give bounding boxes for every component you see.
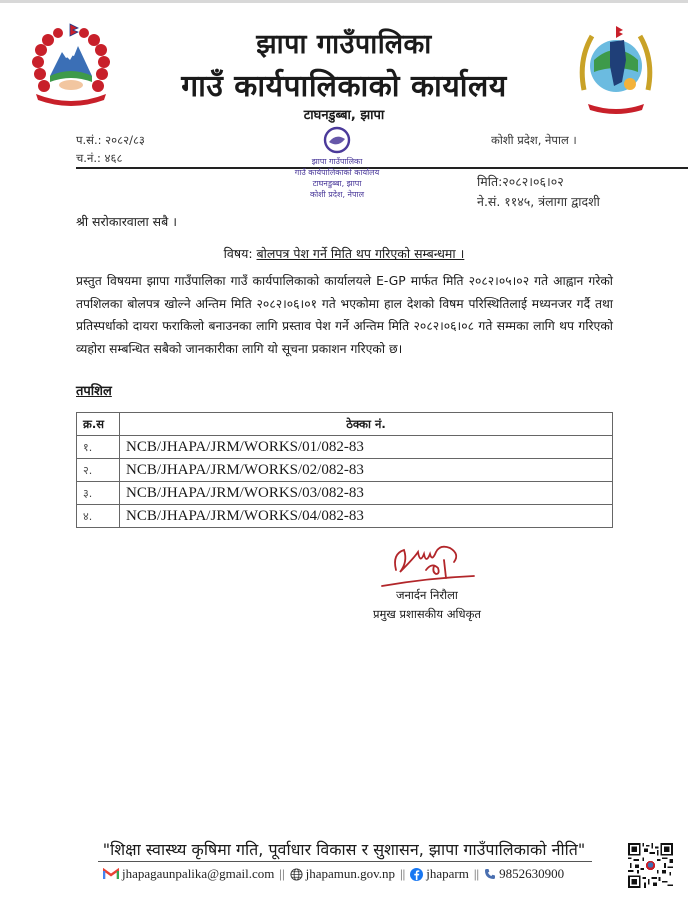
contact-bar [103, 866, 564, 882]
signatory-title: प्रमुख प्रशासकीय अधिकृत [373, 607, 481, 621]
row-serial: ३. [77, 482, 120, 505]
phone-number[interactable]: 9852630900 [499, 866, 565, 881]
stamp-text [262, 156, 412, 200]
stamp-line-3: टाघनडुब्बा, झापा [312, 179, 362, 188]
row-contract-code: NCB/JHAPA/JRM/WORKS/03/082-83 [120, 482, 613, 505]
province-text: कोशी प्रदेश, नेपाल । [491, 133, 577, 147]
column-header-contract-no: ठेक्का नं. [120, 413, 613, 436]
recipient: श्री सरोकारवाला सबै । [76, 214, 177, 229]
facebook-icon [410, 868, 423, 881]
notice-body: प्रस्तुत विषयमा झापा गाउँपालिका गाउँ कार्यपालिकाको कार्यालयले E-GP मार्फत मिति २०८२।०५।०२ गते आह्वान गरेको तपशिलका बोलपत्र खोल्ने अन्तिम मिति २०८२।०६।०१ गते भएकोमा हाल देशको विषम परिस्थितिलाई मध्यनजर गर्दै तथा प्रतिस्पर्धाको दायरा फराकिलो बनाउनका लागि प्रस्ताव पेश गर्ने अन्तिम मिति २०८२।०६।०८ गते सम्मका लागि थप गरिएको व्यहोरा सम्बन्धित सबैको जानकारीका लागि यो सूचना प्रकाशन गरिएको छ। [76, 274, 613, 356]
office-stamp [262, 126, 412, 216]
separator: || [279, 866, 285, 881]
table-row [77, 505, 613, 528]
dispatch-number: च.नं.: ४६८ [76, 151, 123, 165]
stamp-line-2: गाउँ कार्यपालिकाको कार्यालय [294, 168, 380, 177]
row-serial: २. [77, 459, 120, 482]
stamp-line-4: कोशी प्रदेश, नेपाल [309, 190, 365, 199]
phone-icon [484, 868, 496, 880]
subject-label: विषय: [223, 246, 253, 261]
table-row [77, 459, 613, 482]
row-contract-code: NCB/JHAPA/JRM/WORKS/02/082-83 [120, 459, 613, 482]
globe-icon [290, 868, 303, 881]
row-serial: ४. [77, 505, 120, 528]
municipality-name: झापा गाउँपालिका [256, 29, 432, 60]
contract-table [76, 412, 613, 528]
table-row [77, 482, 613, 505]
gmail-icon [103, 868, 119, 880]
table-row [77, 436, 613, 459]
office-address: टाघनडुब्बा, झापा [303, 108, 385, 123]
website-link[interactable]: jhapamun.gov.np [305, 866, 396, 881]
separator: || [400, 866, 406, 881]
office-name: गाउँ कार्यपालिकाको कार्यालय [181, 69, 507, 104]
row-serial: १. [77, 436, 120, 459]
row-contract-code: NCB/JHAPA/JRM/WORKS/01/082-83 [120, 436, 613, 459]
letter-date: मिति:२०८२।०६।०२ [477, 174, 564, 189]
facebook-link[interactable]: jhaparm [426, 866, 469, 881]
schedule-heading: तपशिल [76, 384, 112, 399]
signatory-name: जनार्दन निरौला [396, 588, 458, 602]
subject-line [0, 245, 688, 262]
letter-number: प.सं.: २०८२/८३ [76, 133, 145, 147]
qr-code-icon[interactable] [628, 843, 673, 888]
footer-divider [98, 861, 592, 862]
separator: || [473, 866, 480, 881]
column-header-serial: क्र.स [77, 413, 120, 436]
subject-text: बोलपत्र पेश गर्ने मिति थप गरिएको सम्बन्धमा । [256, 246, 465, 261]
municipality-motto: "शिक्षा स्वास्थ्य कृषिमा गति, पूर्वाधार विकास र सुशासन, झापा गाउँपालिकाको नीति" [102, 840, 586, 859]
nepal-sambat-date: ने.सं. ११४५, त्रंलागा द्वादशी [477, 194, 600, 209]
signature-icon [378, 540, 478, 592]
row-contract-code: NCB/JHAPA/JRM/WORKS/04/082-83 [120, 505, 613, 528]
email-link[interactable]: jhapagaunpalika@gmail.com [122, 866, 275, 881]
top-border [0, 0, 688, 3]
stamp-emblem-icon [323, 126, 351, 154]
table-header-row [77, 413, 613, 436]
stamp-line-1: झापा गाउँपालिका [311, 157, 363, 166]
